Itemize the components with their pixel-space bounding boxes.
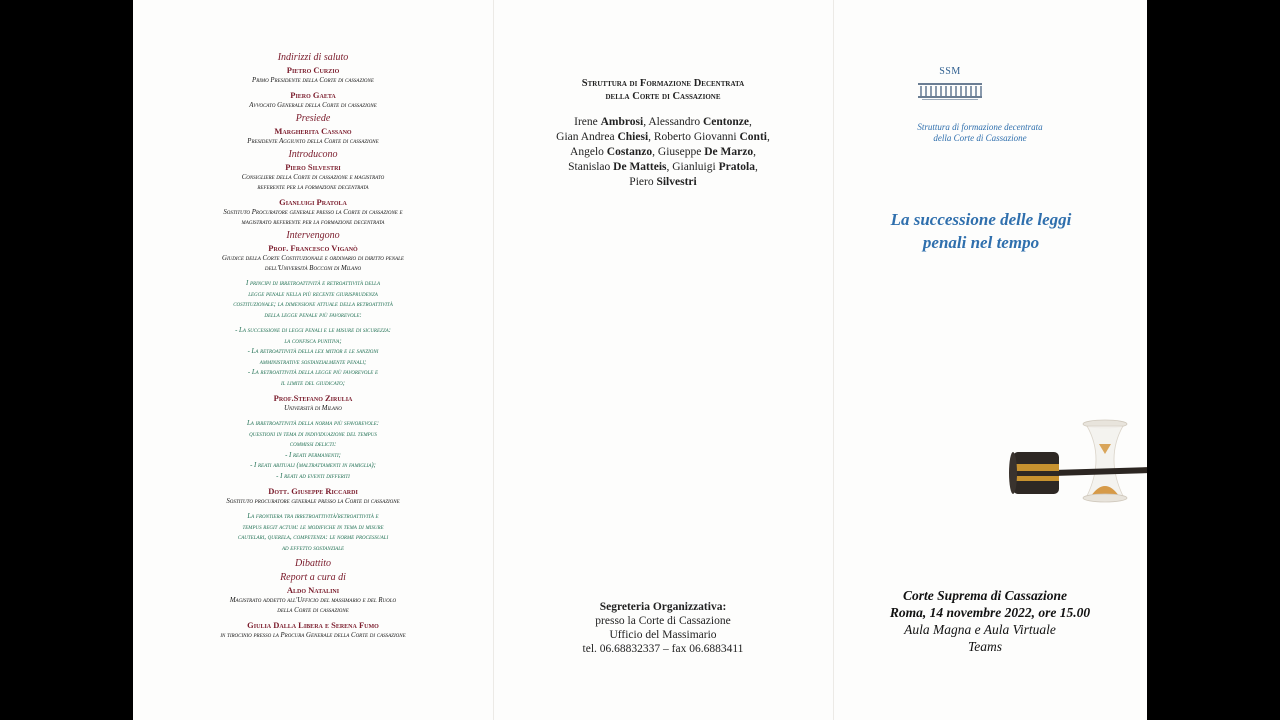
- topic-line: I principi di irretroattività e retroattività della: [245, 280, 381, 287]
- topic-line: legge penale nella più recente giurisprudenza: [248, 290, 378, 298]
- speaker-role: [133, 173, 493, 193]
- topic-line: - La retroattività della lex mitior e le sanzioni: [247, 348, 379, 355]
- speaker-role: [133, 404, 493, 414]
- role-line: Avvocato Generale della Corte di cassazione: [249, 102, 377, 109]
- venue-block: [833, 587, 1147, 655]
- topic-line: il limite del giudicato;: [280, 379, 346, 387]
- speaker-name: Giulia Dalla Libera e Serena Fumo: [247, 620, 379, 630]
- ssm-logo: [916, 66, 984, 106]
- topic-line: la confisca punitiva;: [284, 337, 342, 345]
- programme-panel: [133, 0, 493, 720]
- building-icon: [916, 77, 984, 101]
- speaker-name: Aldo Natalini: [286, 585, 340, 595]
- topic-line: cautelari, querela, competenza: le norme processuali: [237, 534, 389, 541]
- section-heading: Intervengono: [286, 230, 340, 241]
- secretariat-line: Ufficio del Massimario: [609, 629, 717, 641]
- role-line: Magistrato addetto all'Ufficio del massimario e del Ruolo: [229, 597, 397, 604]
- secretariat-phone: tel. 06.68832337 – fax 06.6883411: [582, 643, 744, 655]
- talk-topic: [133, 419, 493, 482]
- topic-line: - La successione di leggi penali e le misure di sicurezza:: [235, 327, 391, 334]
- topic-line: tempus regit actum: le modifiche in tema di misure: [242, 523, 384, 531]
- section-heading: Dibattito: [294, 558, 332, 569]
- topic-line: La frontiera tra irretroattività/retroattività e: [247, 513, 379, 520]
- members-line: [493, 115, 833, 130]
- speaker-role: [133, 631, 493, 641]
- speaker-role: [133, 76, 493, 86]
- topic-line: ad effetto sostanziale: [281, 544, 345, 552]
- role-line: in tirocinio presso la Procura Generale della Corte di cassazione: [220, 632, 406, 639]
- organizers-heading: [493, 77, 833, 103]
- speaker-name: Prof.Stefano Zirulia: [273, 393, 353, 403]
- cover-title: [833, 208, 1129, 254]
- brochure-page: [133, 0, 1147, 720]
- role-line: magistrato referente per la formazione decentrata: [241, 219, 385, 226]
- speaker-name: Pietro Curzio: [286, 65, 340, 75]
- heading-line: della Corte di Cassazione: [605, 91, 721, 102]
- talk-topic: [133, 279, 493, 321]
- members-line: [493, 130, 833, 145]
- section-heading: Introducono: [288, 149, 338, 160]
- speaker-role: [133, 208, 493, 228]
- role-line: Giudice della Corte Costituzionale e ordinario di diritto penale: [222, 255, 404, 262]
- role-line: Presidente Aggiunto della Corte di cassazione: [247, 138, 379, 145]
- topic-line: della legge penale più favorevole:: [264, 311, 362, 319]
- member: Giuseppe De Marzo,: [657, 146, 756, 158]
- role-line: referente per la formazione decentrata: [257, 184, 369, 191]
- title-line: La successione delle leggi: [890, 210, 1072, 229]
- section-heading: Report a cura di: [280, 572, 346, 583]
- role-line: Università di Milano: [284, 405, 342, 412]
- topic-line: - I reati ad eventi differiti: [276, 472, 350, 480]
- speaker-name: Piero Gaeta: [290, 90, 336, 100]
- member: Angelo Costanzo,: [570, 146, 656, 158]
- speaker-name: Piero Silvestri: [285, 162, 341, 172]
- role-line: dell'Università Bocconi di Milano: [264, 265, 362, 272]
- venue-line: Teams: [967, 639, 1002, 654]
- member: Piero Silvestri: [629, 176, 697, 188]
- subtitle-line: Struttura di formazione decentrata: [917, 122, 1043, 132]
- logo-text: SSM: [939, 66, 961, 77]
- topic-line: questioni in tema di individuazione del tempus: [249, 430, 377, 438]
- programme-list: [133, 50, 493, 641]
- speaker-role: [133, 101, 493, 111]
- members-line: [493, 160, 833, 175]
- member: Gianluigi Pratola,: [672, 161, 758, 173]
- subtitle-line: della Corte di Cassazione: [933, 133, 1027, 143]
- role-line: Consigliere della Corte di cassazione e magistrato: [241, 174, 385, 181]
- secretariat: [493, 600, 833, 656]
- talk-topic: [133, 326, 493, 389]
- cover-subtitle: [853, 122, 1107, 144]
- topic-line: - La retroattività della legge più favorevole e: [247, 369, 379, 376]
- speaker-role: [133, 254, 493, 274]
- organizers-panel: [493, 0, 833, 720]
- role-line: Sostituto Procuratore generale presso la Corte di cassazione e: [223, 209, 403, 216]
- topic-line: costituzionale; la dimensione attuale della retroattività: [233, 301, 393, 308]
- heading-line: Struttura di Formazione Decentrata: [581, 78, 745, 89]
- section-heading: Presiede: [295, 113, 331, 124]
- topic-line: commissi delicti:: [289, 441, 337, 448]
- member: Gian Andrea Chiesi,: [556, 131, 652, 143]
- role-line: Sostituto procuratore generale presso la Corte di cassazione: [226, 498, 400, 505]
- member: Irene Ambrosi,: [574, 116, 647, 128]
- venue-line: Aula Magna e Aula Virtuale: [904, 622, 1056, 637]
- speaker-name: Gianluigi Pratola: [279, 197, 347, 207]
- gavel-hourglass-icon: [1005, 418, 1147, 508]
- speaker-role: [133, 497, 493, 507]
- venue-date: Roma, 14 novembre 2022, ore 15.00: [889, 605, 1091, 620]
- member: Alessandro Centonze,: [648, 116, 752, 128]
- speaker-name: Dott. Giuseppe Riccardi: [268, 486, 358, 496]
- topic-line: amministrative sostanzialmente penali;: [259, 358, 367, 366]
- members-line: [493, 145, 833, 160]
- title-line: penali nel tempo: [922, 233, 1040, 252]
- role-line: della Corte di cassazione: [277, 607, 349, 614]
- section-heading: Indirizzi di saluto: [277, 52, 349, 63]
- speaker-role: [133, 137, 493, 147]
- member: Stanislao De Matteis,: [568, 161, 670, 173]
- members-list: [493, 115, 833, 190]
- secretariat-line: presso la Corte di Cassazione: [595, 615, 731, 627]
- cover-panel: [833, 0, 1147, 720]
- venue-line: Corte Suprema di Cassazione: [903, 588, 1067, 603]
- topic-line: La irretroattività della norma più sfavorevole:: [246, 420, 380, 427]
- topic-line: - I reati abituali (maltrattamenti in famiglia);: [250, 462, 376, 469]
- talk-topic: [133, 512, 493, 554]
- speaker-role: [133, 596, 493, 616]
- members-line: [493, 175, 833, 190]
- topic-line: - I reati permanenti;: [285, 451, 341, 459]
- secretariat-title: Segreteria Organizzativa:: [599, 601, 727, 613]
- role-line: Primo Presidente della Corte di cassazione: [252, 77, 374, 84]
- speaker-name: Margherita Cassano: [274, 126, 352, 136]
- speaker-name: Prof. Francesco Viganò: [268, 243, 358, 253]
- member: Roberto Giovanni Conti,: [653, 131, 770, 143]
